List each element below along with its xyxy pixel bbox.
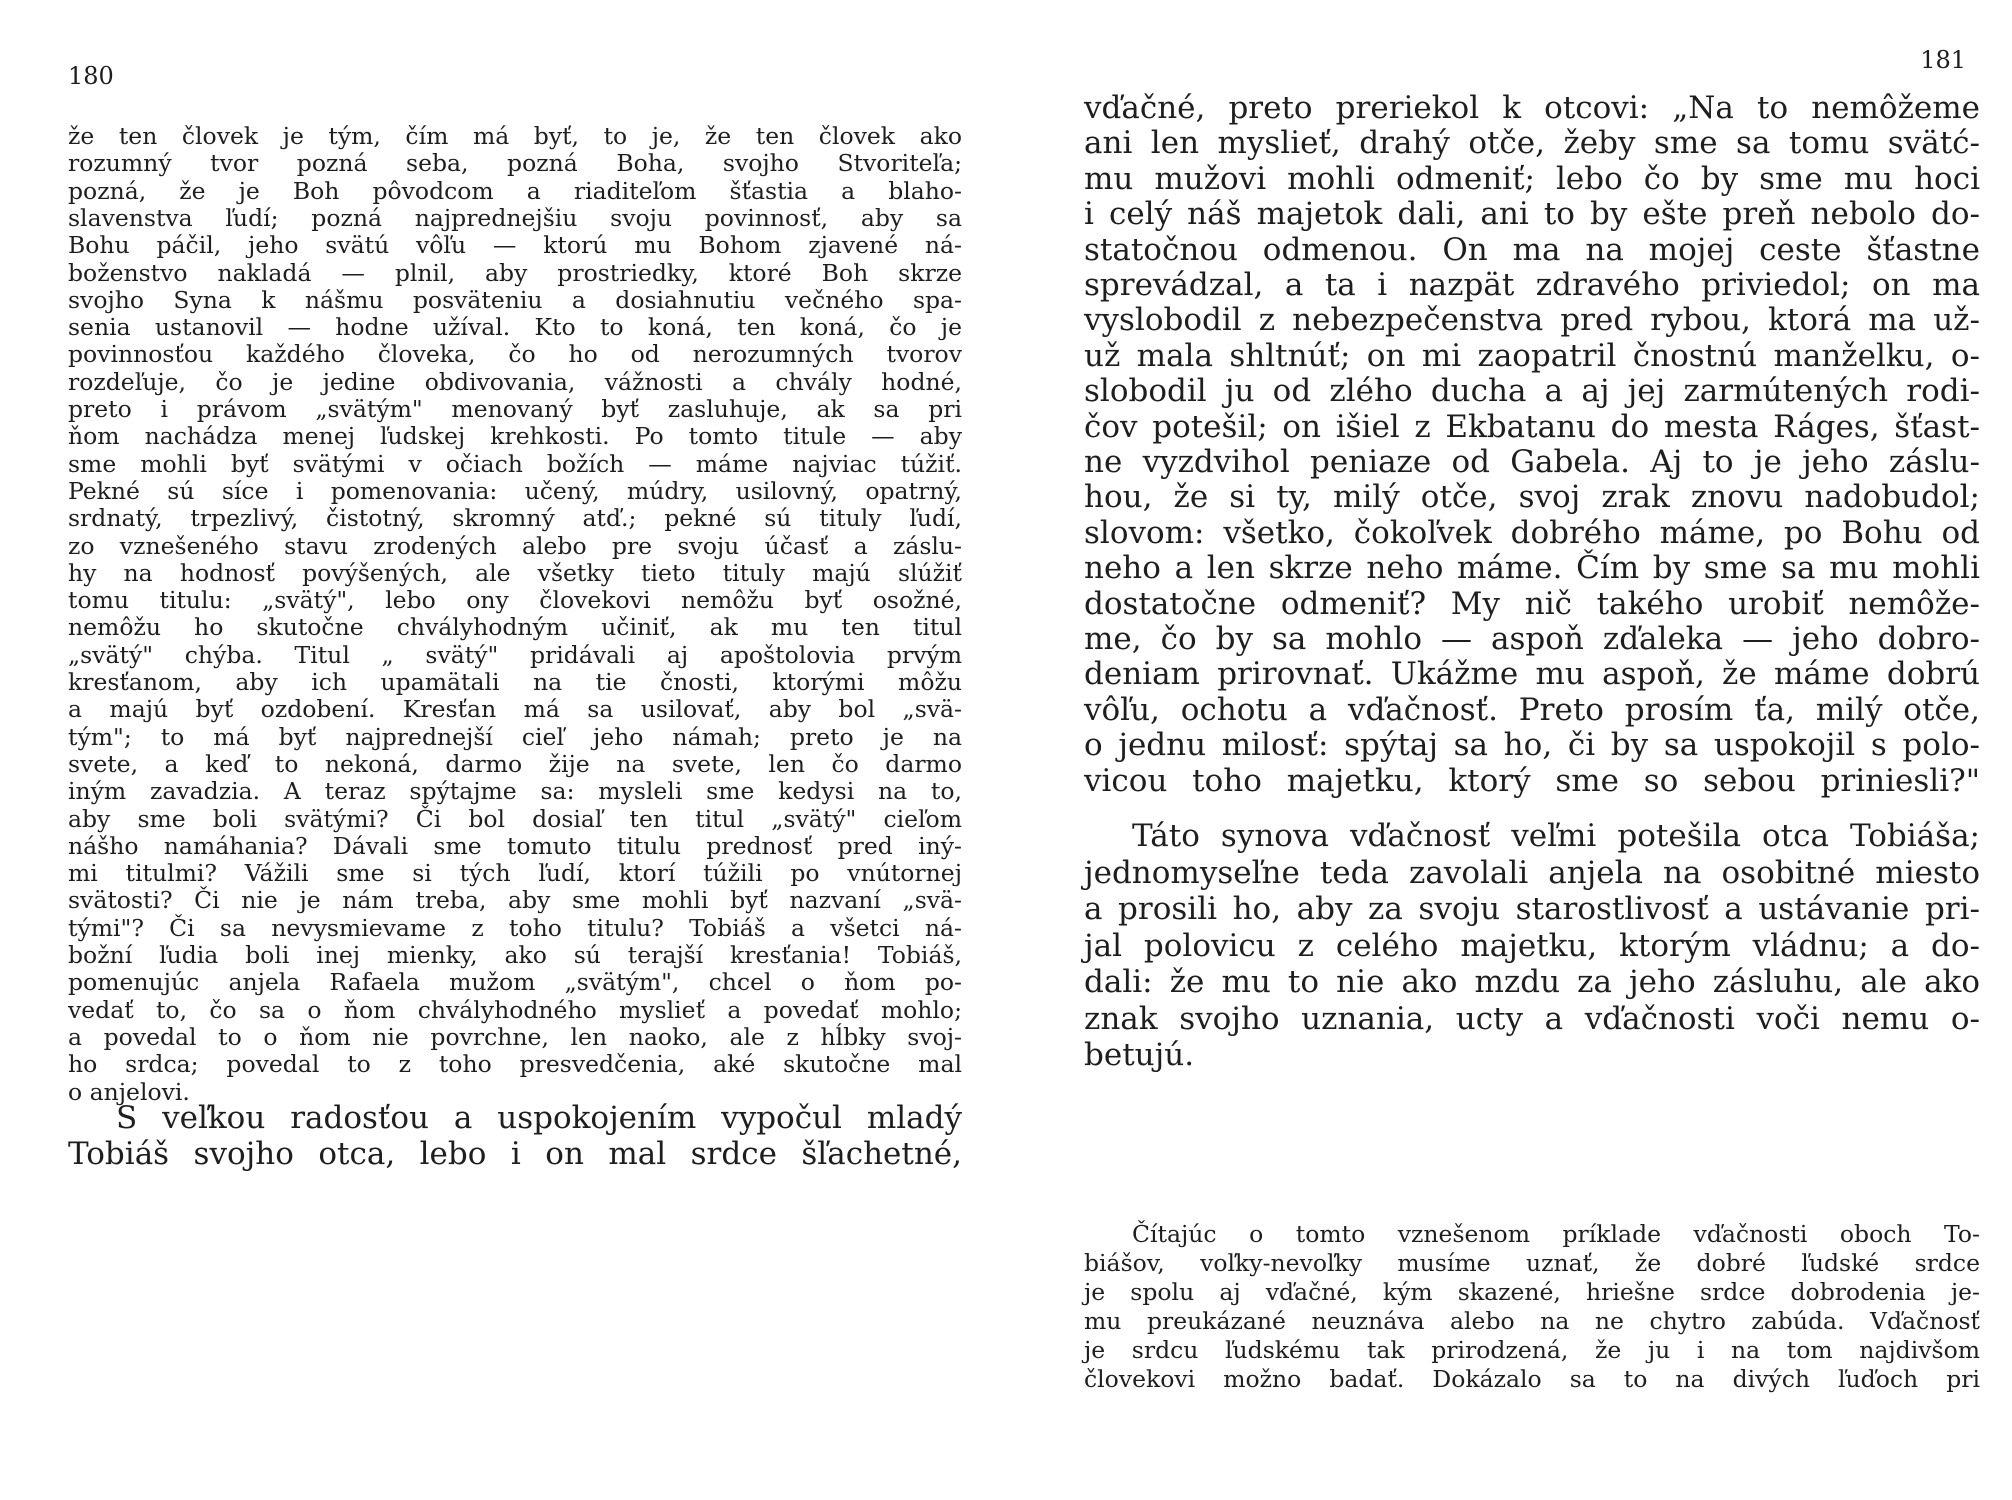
text-line: S veľkou radosťou a uspokojením vypočul mladý (116, 1100, 962, 1136)
text-line: ne vyzdvihol peniaze od Gabela. Aj to je jeho záslu- (1084, 444, 1980, 480)
text-line: iným zavadzia. A teraz spýtajme sa: mysleli sme kedysi na to, (68, 777, 962, 806)
text-line: tým"; to má byť najprednejší cieľ jeho námah; preto je na (68, 722, 962, 751)
text-line: mu preukázané neuznáva alebo na ne chytro zabúda. Vďačnosť (1084, 1307, 1980, 1335)
text-line: pomenujúc anjela Rafaela mužom „svätým", chcel o ňom po- (68, 968, 962, 997)
text-line: je spolu aj vďačné, kým skazené, hriešne srdce dobrodenia je- (1084, 1278, 1980, 1306)
text-line: svätosti? Či nie je nám treba, aby sme mohli byť nazvaní „svä- (68, 886, 962, 915)
text-line: hou, že si ty, milý otče, svoj zrak znovu nadobudol; (1084, 479, 1980, 516)
text-line: preto i právom „svätým" menovaný byť zasluhuje, ak sa pri (68, 395, 962, 423)
text-line: ňom nachádza menej ľudskej krehkosti. Po tomto titule — aby (68, 422, 962, 451)
text-line: rozdeľuje, čo je jedine obdivovania, vážnosti a chvály hodné, (68, 367, 962, 396)
text-line: vedať to, čo sa o ňom chvályhodného myslieť a povedať mohlo; (68, 995, 962, 1024)
text-line: Bohu páčil, jeho svätú vôľu — ktorú mu Bohom zjavené ná- (68, 231, 962, 260)
text-line: a prosili ho, aby za svoju starostlivosť a ustávanie pri- (1084, 891, 1980, 927)
text-line: hy na hodnosť povýšených, ale všetky tieto tituly majú slúžiť (68, 558, 962, 587)
text-line: Tobiáš svojho otca, lebo i on mal srdce šľachetné, (68, 1136, 962, 1172)
text-line: vďačné, preto preriekol k otcovi: „Na to nemôžeme (1084, 90, 1980, 126)
text-line: „svätý" chýba. Titul „ svätý" pridávali aj apoštolovia prvým (68, 640, 962, 669)
text-line: deniam prirovnať. Ukážme mu aspoň, že máme dobrú (1084, 656, 1980, 693)
text-line: svojho Syna k nášmu posväteniu a dosiahnutiu večného spa- (68, 285, 962, 314)
text-line: čov potešil; on išiel z Ekbatanu do mesta Ráges, šťast- (1084, 408, 1980, 445)
text-line: sprevádzal, a ta i nazpät zdravého priviedol; on ma (1084, 267, 1980, 303)
text-line: rozumný tvor pozná seba, pozná Boha, svojho Stvoriteľa; (68, 149, 962, 178)
text-line: mi titulmi? Vážili sme si tých ľudí, ktorí túžili po vnútornej (68, 859, 962, 888)
text-line: je srdcu ľudskému tak prirodzená, že ju i na tom najdivšom (1084, 1336, 1980, 1364)
text-line: sme mohli byť svätými v očiach božích — máme najviac túžiť. (68, 449, 962, 478)
text-line: kresťanom, aby ich upamätali na tie čnosti, ktorými môžu (68, 668, 962, 696)
text-line: pozná, že je Boh pôvodcom a riaditeľom šťastia a blaho- (68, 176, 962, 205)
text-line: me, čo by sa mohlo — aspoň zďaleka — jeho dobro- (1084, 621, 1980, 657)
text-line: vicou toho majetku, ktorý sme so sebou priniesli?" (1084, 762, 1980, 799)
text-line: jednomyseľne teda zavolali anjela na osobitné miesto (1084, 854, 1980, 891)
text-line: mu mužovi mohli odmeniť; lebo čo by sme mu hoci (1084, 160, 1980, 197)
text-line: i celý náš majetok dali, ani to by ešte preň nebolo do- (1084, 196, 1980, 233)
text-line: jal polovicu z celého majetku, ktorým vládnu; a do- (1084, 927, 1980, 964)
text-line: tými"? Či sa nevysmievame z toho titulu? Tobiáš a všetci ná- (68, 913, 962, 942)
text-line: ani len myslieť, drahý otče, žeby sme sa tomu svätć- (1084, 125, 1980, 162)
text-line: aby sme boli svätými? Či bol dosiaľ ten titul „svätý" cieľom (68, 804, 962, 833)
text-line: nemôžu ho skutočne chvályhodným učiniť, ak mu ten titul (68, 613, 962, 642)
text-line: že ten človek je tým, čím má byť, to je, že ten človek ako (68, 122, 962, 150)
text-line: Čítajúc o tomto vznešenom príklade vďačnosti oboch To- (1132, 1220, 1980, 1248)
text-line: boženstvo nakladá — plnil, aby prostriedky, ktoré Boh skrze (68, 258, 962, 287)
text-line: betujú. (1084, 1037, 1195, 1073)
text-line: o anjelovi. (68, 1077, 190, 1106)
text-line: a povedal to o ňom nie povrchne, len naoko, ale z hĺbky svoj- (68, 1022, 962, 1051)
text-line: statočnou odmenou. On ma na mojej ceste šťastne (1084, 231, 1980, 268)
text-line: vôľu, ochotu a vďačnosť. Preto prosím ťa, milý otče, (1084, 691, 1980, 728)
text-line: slovom: všetko, čokoľvek dobrého máme, po Bohu od (1084, 514, 1980, 551)
text-line: senia ustanovil — hodne užíval. Kto to koná, ten koná, čo je (68, 313, 962, 342)
page-number: 181 (1920, 46, 1966, 74)
text-line: neho a len skrze neho máme. Čím by sme sa mu mohli (1084, 550, 1980, 587)
text-line: slavenstva ľudí; pozná najprednejšiu svoju povinnosť, aby sa (68, 203, 962, 232)
text-line: svete, a keď to nekoná, darmo žije na svete, len čo darmo (68, 749, 962, 778)
text-line: biášov, voľky-nevoľky musíme uznať, že dobré ľudské srdce (1084, 1249, 1980, 1277)
right-page (1006, 0, 2012, 1500)
text-line: tomu titulu: „svätý", lebo ony človekovi nemôžu byť osožné, (68, 586, 962, 615)
text-line: zo vznešeného stavu zrodených alebo pre svoju účasť a záslu- (68, 531, 962, 560)
text-line: človekovi možno badať. Dokázalo sa to na divých ľuďoch pri (1084, 1365, 1980, 1393)
text-line: Pekné sú síce i pomenovania: učený, múdry, usilovný, opatrný, (68, 476, 962, 505)
text-line: ho srdca; povedal to z toho presvedčenia, aké skutočne mal (68, 1050, 962, 1079)
page-number: 180 (68, 62, 114, 90)
text-line: srdnatý, trpezlivý, čistotný, skromný atď.; pekné sú tituly ľudí, (68, 504, 962, 533)
text-line: už mala shltnúť; on mi zaopatril čnostnú manželku, o- (1084, 337, 1980, 374)
text-line: dali: že mu to nie ako mzdu za jeho zásluhu, ale ako (1084, 964, 1980, 1000)
text-line: vyslobodil z nebezpečenstva pred rybou, ktorá ma už- (1084, 302, 1980, 339)
text-line: Táto synova vďačnosť veľmi potešila otca Tobiáša; (1132, 818, 1980, 854)
text-line: a majú byť ozdobení. Kresťan má sa usilovať, aby bol „svä- (68, 695, 962, 724)
text-line: slobodil ju od zlého ducha a aj jej zarmútených rodi- (1084, 373, 1980, 410)
text-line: dostatočne odmeniť? My nič takého urobiť nemôže- (1084, 585, 1980, 622)
text-line: božní ľudia boli inej mienky, ako sú terajší kresťania! Tobiáš, (68, 941, 962, 969)
text-line: povinnosťou každého človeka, čo ho od nerozumných tvorov (68, 340, 962, 369)
text-line: nášho namáhania? Dávali sme tomuto titulu prednosť pred iný- (68, 831, 962, 860)
text-line: znak svojho uznania, ucty a vďačnosti voči nemu o- (1084, 1000, 1980, 1037)
text-line: o jednu milosť: spýtaj sa ho, či by sa uspokojil s polo- (1084, 727, 1980, 764)
